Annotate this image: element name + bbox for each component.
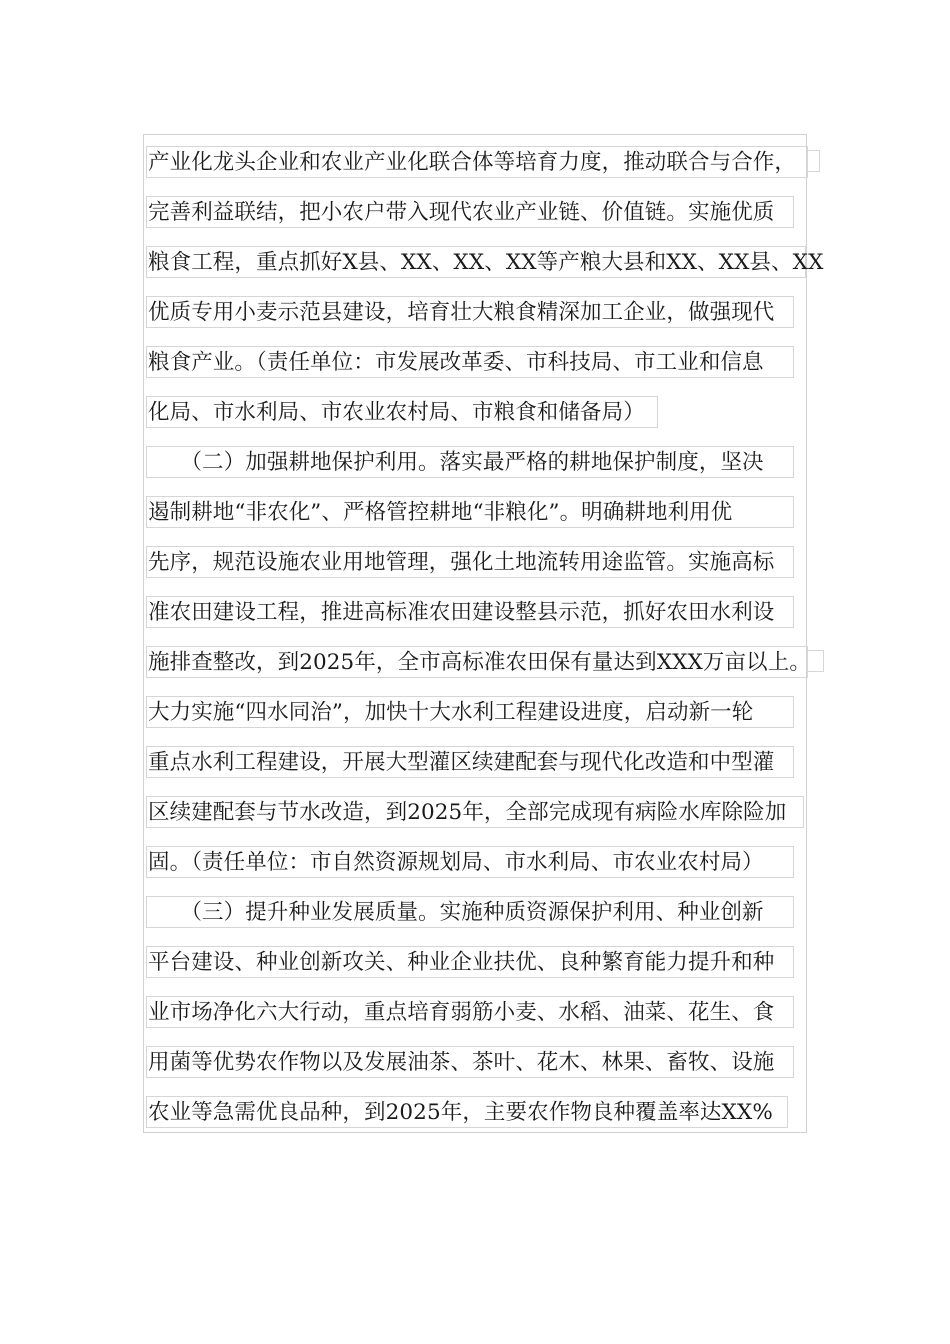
text-line-8: 遏制耕地“非农化”、严格管控耕地“非粮化”。明确耕地利用优 bbox=[146, 496, 794, 528]
text-line-17: 平台建设、种业创新攻关、种业企业扶优、良种繁育能力提升和种 bbox=[146, 946, 794, 978]
text-line-9: 先序，规范设施农业用地管理，强化土地流转用途监管。实施高标 bbox=[146, 546, 794, 578]
text-line-15: 固。（责任单位：市自然资源规划局、市水利局、市农业农村局） bbox=[146, 846, 794, 878]
text-line-13: 重点水利工程建设，开展大型灌区续建配套与现代化改造和中型灌 bbox=[146, 746, 794, 778]
page-frame bbox=[143, 134, 807, 1133]
text-line-6: 化局、市水利局、市农业农村局、市粮食和储备局） bbox=[146, 396, 658, 428]
text-line-20: 农业等急需优良品种，到2025年，主要农作物良种覆盖率达XX% bbox=[146, 1096, 788, 1128]
text-line-18: 业市场净化六大行动，重点培育弱筋小麦、水稻、油菜、花生、食 bbox=[146, 996, 794, 1028]
text-line-2: 完善利益联结，把小农户带入现代农业产业链、价值链。实施优质 bbox=[146, 196, 794, 228]
text-line-3: 粮食工程，重点抓好X县、XX、XX、XX等产粮大县和XX、XX县、XX bbox=[146, 246, 806, 278]
overflow-marker-1 bbox=[806, 150, 820, 172]
text-line-1: 产业化龙头企业和农业产业化联合体等培育力度，推动联合与合作， bbox=[146, 146, 808, 178]
text-line-7: （二）加强耕地保护利用。落实最严格的耕地保护制度，坚决 bbox=[146, 446, 794, 478]
text-line-16: （三）提升种业发展质量。实施种质资源保护利用、种业创新 bbox=[146, 896, 794, 928]
text-line-12: 大力实施“四水同治”，加快十大水利工程建设进度，启动新一轮 bbox=[146, 696, 794, 728]
text-line-14: 区续建配套与节水改造，到2025年，全部完成现有病险水库除险加 bbox=[146, 796, 804, 828]
text-line-5: 粮食产业。（责任单位：市发展改革委、市科技局、市工业和信息 bbox=[146, 346, 794, 378]
text-line-11: 施排查整改，到2025年，全市高标准农田保有量达到XXX万亩以上。 bbox=[146, 646, 808, 678]
text-line-4: 优质专用小麦示范县建设，培育壮大粮食精深加工企业，做强现代 bbox=[146, 296, 794, 328]
text-line-19: 用菌等优势农作物以及发展油茶、茶叶、花木、林果、畜牧、设施 bbox=[146, 1046, 794, 1078]
text-line-10: 准农田建设工程，推进高标准农田建设整县示范，抓好农田水利设 bbox=[146, 596, 794, 628]
overflow-marker-11 bbox=[806, 650, 824, 672]
